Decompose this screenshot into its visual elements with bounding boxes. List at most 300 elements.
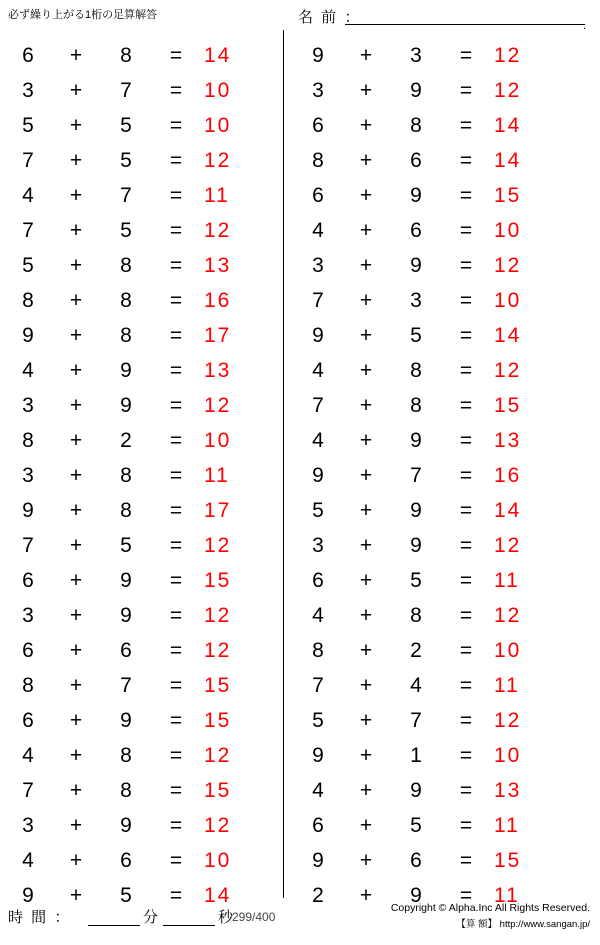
operand-second: 9 bbox=[410, 779, 422, 802]
answer-value: 10 bbox=[494, 744, 522, 767]
equals-icon: = bbox=[459, 289, 473, 312]
problem-row bbox=[298, 283, 568, 318]
plus-icon: + bbox=[69, 184, 83, 207]
operand-first: 3 bbox=[22, 79, 34, 102]
equals-icon: = bbox=[459, 254, 473, 277]
answer-value: 11 bbox=[494, 674, 520, 697]
operand-second: 8 bbox=[410, 359, 422, 382]
operand-first: 6 bbox=[312, 569, 324, 592]
plus-icon: + bbox=[359, 569, 373, 592]
operand-first: 4 bbox=[22, 849, 34, 872]
operand-first: 4 bbox=[22, 359, 34, 382]
equals-icon: = bbox=[459, 779, 473, 802]
equals-icon: = bbox=[459, 44, 473, 67]
operand-first: 3 bbox=[22, 394, 34, 417]
operand-first: 5 bbox=[312, 499, 324, 522]
operand-second: 5 bbox=[120, 534, 132, 557]
problem-row bbox=[298, 318, 568, 353]
answer-value: 14 bbox=[494, 149, 522, 172]
plus-icon: + bbox=[69, 149, 83, 172]
equals-icon: = bbox=[459, 569, 473, 592]
equals-icon: = bbox=[459, 744, 473, 767]
operand-second: 4 bbox=[410, 674, 422, 697]
equals-icon: = bbox=[459, 149, 473, 172]
operand-first: 7 bbox=[22, 149, 34, 172]
equals-icon: = bbox=[459, 359, 473, 382]
operand-second: 7 bbox=[120, 674, 132, 697]
left-column bbox=[8, 38, 278, 913]
operand-second: 9 bbox=[120, 604, 132, 627]
answer-value: 10 bbox=[494, 289, 522, 312]
answer-value: 13 bbox=[494, 429, 522, 452]
operand-first: 9 bbox=[22, 324, 34, 347]
equals-icon: = bbox=[459, 499, 473, 522]
problem-row bbox=[8, 38, 278, 73]
plus-icon: + bbox=[69, 394, 83, 417]
answer-value: 12 bbox=[494, 359, 522, 382]
answer-value: 12 bbox=[494, 44, 522, 67]
equals-icon: = bbox=[459, 709, 473, 732]
operand-first: 8 bbox=[312, 639, 324, 662]
operand-first: 8 bbox=[22, 429, 34, 452]
equals-icon: = bbox=[169, 499, 183, 522]
plus-icon: + bbox=[359, 429, 373, 452]
answer-value: 10 bbox=[204, 114, 232, 137]
operand-second: 8 bbox=[120, 44, 132, 67]
problem-row bbox=[298, 458, 568, 493]
operand-second: 5 bbox=[410, 814, 422, 837]
equals-icon: = bbox=[169, 849, 183, 872]
answer-value: 15 bbox=[204, 674, 232, 697]
problem-row bbox=[8, 73, 278, 108]
equals-icon: = bbox=[459, 674, 473, 697]
answer-value: 12 bbox=[204, 814, 232, 837]
equals-icon: = bbox=[459, 429, 473, 452]
name-input-line[interactable] bbox=[345, 24, 585, 25]
problem-row bbox=[298, 633, 568, 668]
problem-row bbox=[298, 353, 568, 388]
operand-second: 9 bbox=[120, 359, 132, 382]
answer-value: 10 bbox=[204, 79, 232, 102]
operand-first: 5 bbox=[312, 709, 324, 732]
page-title: 必ず繰り上がる1桁の足算解答 bbox=[8, 9, 158, 21]
operand-second: 3 bbox=[410, 44, 422, 67]
equals-icon: = bbox=[169, 814, 183, 837]
operand-first: 9 bbox=[312, 849, 324, 872]
answer-value: 11 bbox=[494, 569, 520, 592]
operand-second: 8 bbox=[120, 464, 132, 487]
problem-row bbox=[8, 738, 278, 773]
plus-icon: + bbox=[359, 674, 373, 697]
problem-row bbox=[298, 423, 568, 458]
plus-icon: + bbox=[359, 44, 373, 67]
operand-second: 5 bbox=[120, 114, 132, 137]
operand-second: 5 bbox=[410, 569, 422, 592]
problem-row bbox=[298, 213, 568, 248]
copyright-line-1: Copyright © Alpha.Inc All Rights Reserved. bbox=[390, 902, 590, 914]
operand-first: 4 bbox=[312, 359, 324, 382]
operand-first: 3 bbox=[22, 814, 34, 837]
answer-value: 12 bbox=[204, 639, 232, 662]
copyright-line-2: 【算 額】 http://www.sangan.jp/ bbox=[456, 919, 590, 930]
answer-value: 10 bbox=[494, 639, 522, 662]
problem-row bbox=[8, 108, 278, 143]
equals-icon: = bbox=[459, 324, 473, 347]
problem-row bbox=[8, 493, 278, 528]
plus-icon: + bbox=[359, 779, 373, 802]
problem-row bbox=[298, 808, 568, 843]
equals-icon: = bbox=[459, 79, 473, 102]
answer-value: 12 bbox=[204, 149, 232, 172]
plus-icon: + bbox=[359, 744, 373, 767]
plus-icon: + bbox=[69, 254, 83, 277]
answer-value: 10 bbox=[204, 429, 232, 452]
problem-row bbox=[298, 563, 568, 598]
answer-value: 15 bbox=[494, 849, 522, 872]
plus-icon: + bbox=[359, 149, 373, 172]
equals-icon: = bbox=[169, 79, 183, 102]
problem-row bbox=[298, 668, 568, 703]
answer-value: 15 bbox=[204, 779, 232, 802]
operand-first: 5 bbox=[22, 254, 34, 277]
answer-value: 14 bbox=[204, 884, 232, 907]
problem-row bbox=[298, 388, 568, 423]
operand-second: 9 bbox=[410, 429, 422, 452]
equals-icon: = bbox=[169, 569, 183, 592]
equals-icon: = bbox=[169, 184, 183, 207]
equals-icon: = bbox=[169, 219, 183, 242]
minutes-input-line[interactable] bbox=[88, 925, 140, 926]
plus-icon: + bbox=[69, 44, 83, 67]
operand-second: 9 bbox=[120, 814, 132, 837]
problem-row bbox=[8, 808, 278, 843]
name-end-mark: . bbox=[583, 18, 587, 32]
plus-icon: + bbox=[359, 464, 373, 487]
problem-row bbox=[8, 353, 278, 388]
operand-first: 7 bbox=[22, 534, 34, 557]
operand-first: 4 bbox=[312, 604, 324, 627]
equals-icon: = bbox=[169, 324, 183, 347]
answer-value: 13 bbox=[494, 779, 522, 802]
operand-second: 5 bbox=[410, 324, 422, 347]
column-divider bbox=[283, 30, 284, 898]
operand-second: 5 bbox=[120, 884, 132, 907]
problem-row bbox=[8, 563, 278, 598]
answer-value: 14 bbox=[494, 114, 522, 137]
equals-icon: = bbox=[459, 604, 473, 627]
operand-second: 2 bbox=[410, 639, 422, 662]
operand-second: 8 bbox=[120, 779, 132, 802]
operand-first: 9 bbox=[312, 44, 324, 67]
operand-second: 2 bbox=[120, 429, 132, 452]
answer-value: 13 bbox=[204, 254, 232, 277]
answer-value: 12 bbox=[494, 534, 522, 557]
operand-second: 6 bbox=[410, 849, 422, 872]
operand-first: 4 bbox=[312, 429, 324, 452]
equals-icon: = bbox=[169, 464, 183, 487]
operand-second: 9 bbox=[410, 499, 422, 522]
problem-row bbox=[8, 423, 278, 458]
problem-row bbox=[298, 38, 568, 73]
operand-second: 8 bbox=[120, 744, 132, 767]
operand-second: 9 bbox=[410, 254, 422, 277]
equals-icon: = bbox=[459, 849, 473, 872]
plus-icon: + bbox=[69, 79, 83, 102]
answer-value: 11 bbox=[494, 814, 520, 837]
equals-icon: = bbox=[459, 464, 473, 487]
problem-row bbox=[8, 388, 278, 423]
operand-second: 9 bbox=[410, 884, 422, 907]
answer-value: 12 bbox=[204, 604, 232, 627]
operand-first: 6 bbox=[312, 814, 324, 837]
answer-value: 11 bbox=[494, 884, 520, 907]
operand-first: 6 bbox=[22, 709, 34, 732]
answer-value: 14 bbox=[204, 44, 232, 67]
problem-row bbox=[8, 143, 278, 178]
answer-value: 12 bbox=[494, 79, 522, 102]
plus-icon: + bbox=[359, 324, 373, 347]
equals-icon: = bbox=[169, 534, 183, 557]
plus-icon: + bbox=[359, 359, 373, 382]
equals-icon: = bbox=[459, 814, 473, 837]
operand-second: 5 bbox=[120, 149, 132, 172]
problem-row bbox=[8, 843, 278, 878]
plus-icon: + bbox=[359, 884, 373, 907]
operand-first: 2 bbox=[312, 884, 324, 907]
operand-first: 8 bbox=[22, 674, 34, 697]
operand-second: 9 bbox=[120, 569, 132, 592]
operand-second: 8 bbox=[410, 604, 422, 627]
seconds-input-line[interactable] bbox=[163, 925, 215, 926]
answer-value: 11 bbox=[204, 464, 230, 487]
problem-row bbox=[8, 178, 278, 213]
plus-icon: + bbox=[69, 429, 83, 452]
operand-first: 4 bbox=[22, 184, 34, 207]
equals-icon: = bbox=[169, 289, 183, 312]
problem-row bbox=[298, 143, 568, 178]
equals-icon: = bbox=[459, 184, 473, 207]
worksheet-footer bbox=[0, 898, 600, 945]
plus-icon: + bbox=[359, 114, 373, 137]
operand-second: 8 bbox=[410, 394, 422, 417]
answer-value: 16 bbox=[204, 289, 232, 312]
problem-row bbox=[8, 703, 278, 738]
plus-icon: + bbox=[359, 639, 373, 662]
answer-value: 12 bbox=[204, 534, 232, 557]
operand-first: 7 bbox=[22, 219, 34, 242]
plus-icon: + bbox=[359, 184, 373, 207]
problem-row bbox=[8, 458, 278, 493]
answer-value: 14 bbox=[494, 324, 522, 347]
operand-second: 5 bbox=[120, 219, 132, 242]
equals-icon: = bbox=[169, 114, 183, 137]
minutes-unit-label: 分 bbox=[143, 909, 159, 926]
operand-first: 9 bbox=[22, 884, 34, 907]
answer-value: 13 bbox=[204, 359, 232, 382]
operand-second: 8 bbox=[120, 289, 132, 312]
equals-icon: = bbox=[169, 394, 183, 417]
operand-second: 8 bbox=[120, 324, 132, 347]
plus-icon: + bbox=[69, 114, 83, 137]
plus-icon: + bbox=[359, 219, 373, 242]
operand-second: 6 bbox=[410, 149, 422, 172]
operand-first: 6 bbox=[312, 114, 324, 137]
plus-icon: + bbox=[359, 499, 373, 522]
operand-first: 8 bbox=[22, 289, 34, 312]
copyright-notice bbox=[391, 902, 590, 930]
problem-row bbox=[8, 528, 278, 563]
operand-second: 9 bbox=[120, 394, 132, 417]
operand-first: 7 bbox=[312, 289, 324, 312]
operand-second: 1 bbox=[410, 744, 422, 767]
equals-icon: = bbox=[169, 254, 183, 277]
equals-icon: = bbox=[169, 779, 183, 802]
operand-first: 3 bbox=[312, 254, 324, 277]
plus-icon: + bbox=[359, 289, 373, 312]
problem-row bbox=[8, 248, 278, 283]
plus-icon: + bbox=[69, 324, 83, 347]
operand-first: 7 bbox=[312, 394, 324, 417]
name-label: 名 前 ： bbox=[298, 9, 362, 26]
problem-row bbox=[8, 318, 278, 353]
operand-second: 8 bbox=[120, 499, 132, 522]
time-label: 時 間 ： bbox=[8, 909, 72, 926]
operand-second: 9 bbox=[120, 709, 132, 732]
problem-row bbox=[8, 633, 278, 668]
equals-icon: = bbox=[459, 394, 473, 417]
plus-icon: + bbox=[359, 254, 373, 277]
equals-icon: = bbox=[169, 44, 183, 67]
operand-first: 4 bbox=[22, 744, 34, 767]
operand-first: 6 bbox=[312, 184, 324, 207]
plus-icon: + bbox=[69, 814, 83, 837]
operand-second: 7 bbox=[410, 464, 422, 487]
answer-value: 16 bbox=[494, 464, 522, 487]
operand-first: 9 bbox=[312, 744, 324, 767]
operand-second: 9 bbox=[410, 534, 422, 557]
answer-value: 12 bbox=[204, 744, 232, 767]
operand-first: 7 bbox=[22, 779, 34, 802]
plus-icon: + bbox=[69, 674, 83, 697]
answer-value: 12 bbox=[494, 709, 522, 732]
equals-icon: = bbox=[169, 639, 183, 662]
operand-second: 7 bbox=[120, 79, 132, 102]
problem-row bbox=[298, 703, 568, 738]
answer-value: 15 bbox=[494, 184, 522, 207]
operand-first: 8 bbox=[312, 149, 324, 172]
plus-icon: + bbox=[69, 534, 83, 557]
equals-icon: = bbox=[169, 674, 183, 697]
problem-row bbox=[8, 598, 278, 633]
problem-row bbox=[298, 493, 568, 528]
answer-value: 12 bbox=[204, 219, 232, 242]
answer-value: 17 bbox=[204, 499, 232, 522]
problem-row bbox=[298, 248, 568, 283]
plus-icon: + bbox=[69, 709, 83, 732]
problem-row bbox=[298, 843, 568, 878]
plus-icon: + bbox=[69, 219, 83, 242]
seconds-unit-label: 秒 bbox=[218, 909, 234, 926]
answer-value: 12 bbox=[494, 254, 522, 277]
operand-first: 5 bbox=[22, 114, 34, 137]
problem-row bbox=[8, 213, 278, 248]
operand-first: 7 bbox=[312, 674, 324, 697]
answer-value: 10 bbox=[494, 219, 522, 242]
equals-icon: = bbox=[459, 884, 473, 907]
operand-first: 3 bbox=[22, 604, 34, 627]
answer-value: 10 bbox=[204, 849, 232, 872]
operand-second: 8 bbox=[120, 254, 132, 277]
plus-icon: + bbox=[359, 709, 373, 732]
operand-first: 3 bbox=[22, 464, 34, 487]
answer-value: 17 bbox=[204, 324, 232, 347]
operand-first: 6 bbox=[22, 44, 34, 67]
plus-icon: + bbox=[69, 289, 83, 312]
operand-second: 7 bbox=[120, 184, 132, 207]
plus-icon: + bbox=[69, 359, 83, 382]
plus-icon: + bbox=[69, 639, 83, 662]
answer-value: 15 bbox=[204, 569, 232, 592]
equals-icon: = bbox=[169, 744, 183, 767]
problem-row bbox=[298, 528, 568, 563]
equals-icon: = bbox=[459, 114, 473, 137]
plus-icon: + bbox=[69, 464, 83, 487]
operand-second: 7 bbox=[410, 709, 422, 732]
equals-icon: = bbox=[169, 604, 183, 627]
operand-first: 4 bbox=[312, 779, 324, 802]
plus-icon: + bbox=[359, 604, 373, 627]
problem-row bbox=[298, 738, 568, 773]
right-column bbox=[298, 38, 568, 913]
plus-icon: + bbox=[69, 779, 83, 802]
operand-first: 3 bbox=[312, 534, 324, 557]
operand-second: 6 bbox=[120, 639, 132, 662]
problem-row bbox=[298, 773, 568, 808]
answer-value: 15 bbox=[494, 394, 522, 417]
answer-value: 15 bbox=[204, 709, 232, 732]
operand-first: 4 bbox=[312, 219, 324, 242]
answer-value: 12 bbox=[494, 604, 522, 627]
equals-icon: = bbox=[169, 709, 183, 732]
plus-icon: + bbox=[359, 79, 373, 102]
operand-first: 3 bbox=[312, 79, 324, 102]
operand-first: 9 bbox=[22, 499, 34, 522]
plus-icon: + bbox=[69, 849, 83, 872]
operand-first: 6 bbox=[22, 639, 34, 662]
plus-icon: + bbox=[69, 744, 83, 767]
operand-second: 8 bbox=[410, 114, 422, 137]
operand-second: 6 bbox=[120, 849, 132, 872]
problem-row bbox=[298, 178, 568, 213]
problem-row bbox=[298, 108, 568, 143]
plus-icon: + bbox=[69, 884, 83, 907]
operand-second: 6 bbox=[410, 219, 422, 242]
problem-row bbox=[8, 283, 278, 318]
worksheet-header bbox=[0, 0, 600, 30]
problem-row bbox=[298, 73, 568, 108]
equals-icon: = bbox=[459, 534, 473, 557]
plus-icon: + bbox=[69, 499, 83, 522]
operand-first: 9 bbox=[312, 324, 324, 347]
plus-icon: + bbox=[69, 604, 83, 627]
plus-icon: + bbox=[359, 534, 373, 557]
plus-icon: + bbox=[359, 849, 373, 872]
page-count: 299/400 bbox=[232, 910, 276, 924]
problem-row bbox=[298, 598, 568, 633]
answer-value: 14 bbox=[494, 499, 522, 522]
operand-second: 9 bbox=[410, 79, 422, 102]
equals-icon: = bbox=[459, 219, 473, 242]
